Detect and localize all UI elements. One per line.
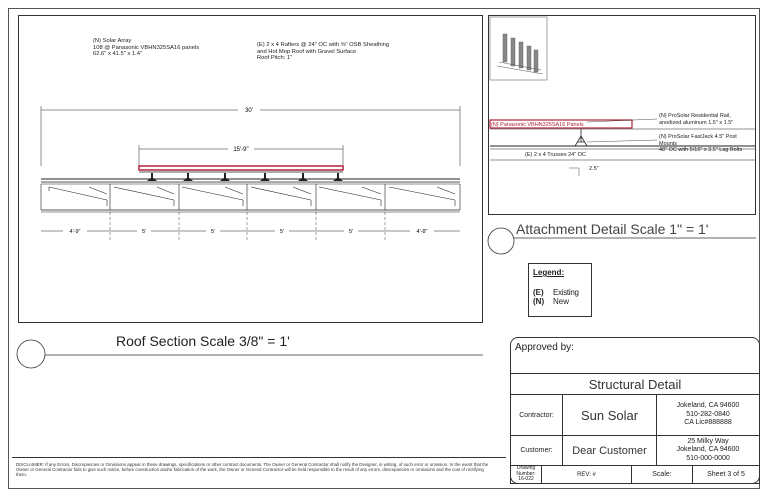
note-line: 62.6" x 41.5" x 1.4": [93, 51, 143, 58]
bay-dim-label: 4'-8": [416, 229, 428, 235]
bay-dim-label: 4'-9": [69, 229, 81, 235]
callout-line: 48" OC with 5/16" x 3.5" Lag Bolts: [659, 147, 743, 153]
customer-label: Customer:: [510, 435, 563, 466]
post-mount: [147, 173, 157, 181]
dim-label-total: 30': [245, 108, 253, 114]
legend-label: Existing: [553, 288, 579, 297]
post-mount: [260, 173, 270, 181]
bay-dim-label: 5': [210, 229, 216, 235]
roof-section-drawing: [19, 16, 482, 322]
legend-box: [528, 263, 592, 317]
customer-street: 25 Milky Way: [687, 437, 729, 445]
legend-code: (N): [533, 297, 545, 306]
detail-marker: [488, 228, 514, 254]
truss-webs: [41, 184, 460, 210]
bay-dim-label: 5': [348, 229, 354, 235]
bay-dim-label: 5': [279, 229, 285, 235]
roof-section-panel: [18, 15, 483, 323]
legend-label: New: [553, 297, 570, 306]
customer-name: Dear Customer: [562, 435, 657, 466]
rail-callout: [659, 113, 733, 126]
leader-line: [587, 140, 657, 142]
contractor-info: [656, 394, 760, 436]
note-line: 108 @ Panasonic VBHN325SA16 panels: [93, 44, 200, 51]
post-mount-detail: [575, 129, 587, 146]
approved-by-label: Approved by:: [515, 342, 574, 353]
attachment-dim-label: 2.5": [589, 166, 599, 172]
contractor-phone: 510-282-0840: [686, 410, 730, 418]
contractor-label: Contractor:: [510, 394, 563, 436]
contractor-name: Sun Solar: [562, 394, 657, 436]
post-mount: [333, 173, 343, 181]
contractor-address: Jokeland, CA 94600: [676, 402, 740, 410]
note-line: and Hot Mop Roof with Gravel Surface: [257, 48, 357, 55]
note-line: (N) Solar Array: [93, 38, 132, 44]
mount-callout: [659, 134, 755, 154]
legend-title: Legend:: [533, 268, 565, 277]
drawing-number-cell: [510, 465, 542, 484]
callout-line: (N) ProSolar FastJack 4.5" Post Mounts: [659, 134, 737, 147]
disclaimer-box: [12, 457, 506, 479]
legend-code: (E): [533, 288, 544, 297]
drawing-number: 16-022: [518, 476, 534, 483]
legend-item: [533, 288, 579, 297]
roof-section-title: Roof Section Scale 3/8" = 1': [116, 333, 290, 349]
attachment-title: Attachment Detail Scale 1" = 1': [516, 221, 709, 237]
section-marker: [17, 340, 45, 368]
post-mount: [298, 173, 308, 181]
sheet-title: Structural Detail: [510, 373, 760, 395]
customer-city: Jokeland, CA 94600: [676, 446, 740, 454]
panel-label: (N) Panasonic VBHN325SA16 Panels: [491, 122, 584, 128]
contractor-license: CA Lic#888888: [684, 419, 732, 427]
rev-cell: REV: #: [541, 465, 632, 484]
note-line: Roof Pitch: 1": [257, 55, 293, 62]
customer-phone: 510-000-0000: [686, 454, 730, 462]
rafter-centerlines: [110, 212, 385, 241]
truss-label: (E) 2 x 4 Trusses 24" OC: [525, 152, 586, 158]
callout-line: (N) ProSolar Residential Rail,: [659, 113, 731, 119]
solar-module: [139, 166, 343, 170]
drawing-number-label: Drawing Number:: [516, 465, 536, 477]
note-line: (E) 2 x 4 Rafters @ 24" OC with ⅝" OSB Sheathing: [257, 42, 390, 48]
post-mount: [220, 173, 230, 181]
callout-line: anodized aluminum 1.5" x 1.5": [659, 119, 734, 126]
bay-dim-label: 5': [141, 229, 147, 235]
attachment-detail-panel: [488, 15, 756, 215]
legend-item: [533, 297, 579, 306]
legend-list: [533, 288, 579, 306]
post-mount: [183, 173, 193, 181]
customer-info: [656, 435, 760, 466]
disclaimer-text: DISCLAIMER: If any Errors, Discrepancies or Omissions appear in these drawings, specifications or other contract documents. The Owner or General Contractor shall notify the Designer, in writing, of such error or omission. In the event that the Owner or General Contractor fails to give such notice, before construction and/or fabrication of the work, the Owner or General Contractor will be held responsible to the result of any errors, discrepancies or omissions and the cost of rectifying them.: [16, 462, 489, 478]
dim-label-array: 15'-9": [233, 147, 249, 153]
scale-cell: Scale:: [631, 465, 693, 484]
title-block: [510, 337, 760, 484]
sheet-number: Sheet 3 of 5: [692, 465, 760, 484]
